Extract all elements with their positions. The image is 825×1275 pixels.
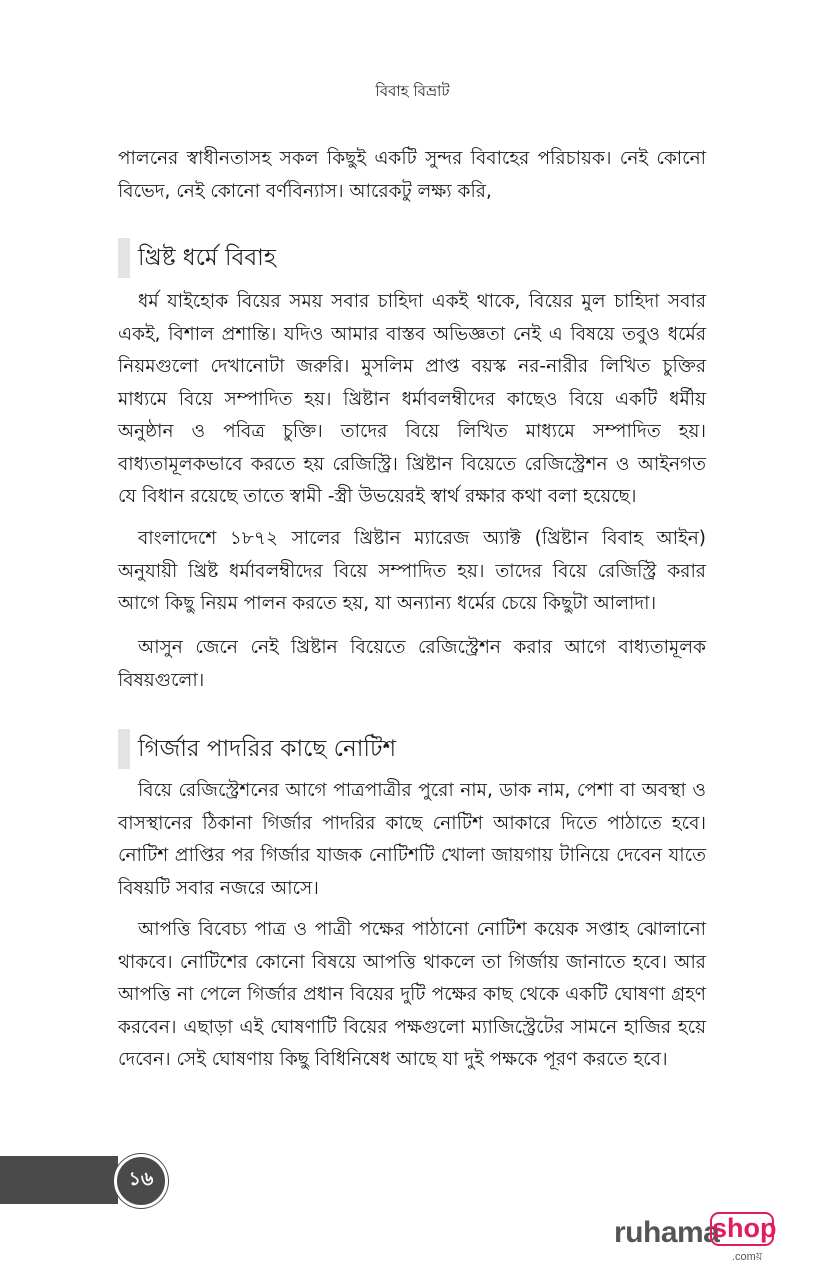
paragraph-text: আসুন জেনে নেই খ্রিষ্টান বিয়েতে রেজিস্ট্রেশন করার আগে বাধ্যতামূলক বিষয়গুলো। xyxy=(118,637,706,691)
body-paragraph xyxy=(118,286,706,514)
paragraph-text: বাংলাদেশে ১৮৭২ সালের খ্রিষ্টান ম্যারেজ অ্যাক্ট (খ্রিষ্টান বিবাহ আইন) অনুযায়ী খ্রিষ্ট ধর্মাবলম্বীদের বিয়ে সম্পাদিত হয়। তাদের বিয়ে রেজিস্ট্রি করার আগে কিছু নিয়ম পালন করতে হয়, যা অন্যান্য ধর্মের চেয়ে কিছুটা আলাদা। xyxy=(118,528,706,614)
logo-shop-badge: shop xyxy=(710,1212,774,1246)
paragraph-text: বিয়ে রেজিস্ট্রেশনের আগে পাত্রপাত্রীর পুরো নাম, ডাক নাম, পেশা বা অবস্থা ও বাসস্থানের ঠিকানা গির্জার পাদরির কাছে নোটিশ আকারে দিতে পাঠাতে হবে। নোটিশ প্রাপ্তির পর গির্জার যাজক নোটিশটি খোলা জায়গায় টানিয়ে দেবেন যাতে বিষয়টি সবার নজরে আসে। xyxy=(118,780,706,899)
body-paragraph xyxy=(118,143,706,208)
body-paragraph xyxy=(118,914,706,1077)
section-heading: গির্জার পাদরির কাছে নোটিশ xyxy=(118,729,706,769)
paragraph-text: পালনের স্বাধীনতাসহ সকল কিছুই একটি সুন্দর বিবাহের পরিচায়ক। নেই কোনো বিভেদ, নেই কোনো বর্ণবিন্যাস। আরেকটু লক্ষ্য করি, xyxy=(118,148,706,202)
body-paragraph xyxy=(118,775,706,905)
running-head: বিবাহ বিভ্রাট xyxy=(375,82,450,100)
logo-domain: .comয় xyxy=(732,1251,763,1263)
paragraph-text: ধর্ম যাইহোক বিয়ের সময় সবার চাহিদা একই থাকে, বিয়ের মুল চাহিদা সবার একই, বিশাল প্রশান্তি। যদিও আমার বাস্তব অভিজ্ঞতা নেই এ বিষয়ে তবুও ধর্মের নিয়মগুলো দেখানোটা জরুরি। মুসলিম প্রাপ্ত বয়স্ক নর-নারীর লিখিত চুক্তির মাধ্যমে বিয়ে সম্পাদিত হয়। খ্রিষ্টান ধর্মাবলম্বীদের কাছেও বিয়ে একটি ধর্মীয় অনুষ্ঠান ও পবিত্র চুক্তি। তাদের বিয়ে লিখিত মাধ্যমে সম্পাদিত হয়। বাধ্যতামূলকভাবে করতে হয় রেজিস্ট্রি। খ্রিষ্টান বিয়েতে রেজিস্ট্রেশন ও আইনগত যে বিধান রয়েছে তাতে স্বামী -স্ত্রী উভয়েরই স্বার্থ রক্ষার কথা বলা হয়েছে। xyxy=(118,291,706,507)
logo-text: ruhama xyxy=(614,1216,720,1249)
footer-bar xyxy=(0,1156,118,1204)
section-heading: খ্রিষ্ট ধর্মে বিবাহ xyxy=(118,238,706,278)
body-paragraph xyxy=(118,632,706,697)
paragraph-text: আপত্তি বিবেচ্য পাত্র ও পাত্রী পক্ষের পাঠানো নোটিশ কয়েক সপ্তাহ ঝোলানো থাকবে। নোটিশের কোনো বিষয়ে আপত্তি থাকলে তা গির্জায় জানাতে হবে। আর আপত্তি না পেলে গির্জার প্রধান বিয়ের দুটি পক্ষের কাছ থেকে একটি ঘোষণা গ্রহণ করবেন। এছাড়া এই ঘোষণাটি বিয়ের পক্ষগুলো ম্যাজিস্ট্রেটের সামনে হাজির হয়ে দেবেন। সেই ঘোষণায় কিছু বিধিনিষেধ আছে যা দুই পক্ষকে পূরণ করতে হবে। xyxy=(118,919,706,1070)
page-number: ১৬ xyxy=(114,1154,168,1208)
body-paragraph xyxy=(118,523,706,621)
